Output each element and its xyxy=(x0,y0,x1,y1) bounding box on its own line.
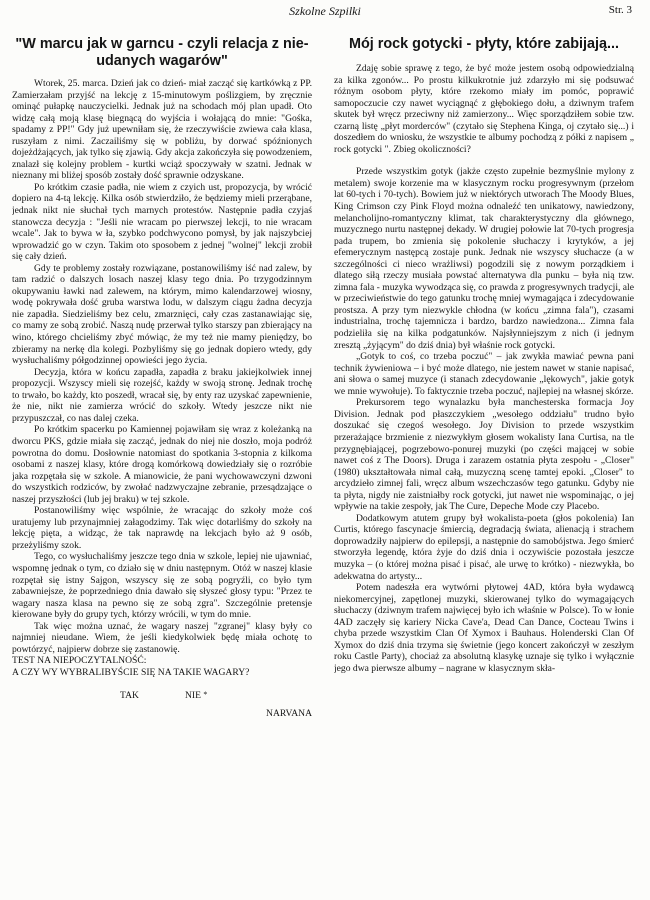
right-paragraph-6: Potem nadeszła era wytwórni płytowej 4AD, która była wydawcą niekomercyjnej, zapętlonej muzyki, skierowanej tylko do wymagających słuchaczy (dziwnym trafem najwięcej było ich właśnie w Polsce). To w łonie 4AD zaczęły się kariery Nicka Cave'a, Dead Can Dance, Cocteau Twins i chyba przede wszystkim Clan Of Xymox i Bauhaus. Holenderski Clan Of Xymox do dziś dnia trzyma się świetnie (jego koncert zakończył w zeszłym roku Castle Party), chociaż za absolutną klasykę uznaje się tylko i wyłącznie jego dwa pierwsze albumy – nagrane w klasycznym skła- xyxy=(334,582,634,674)
answer-no: NIE xyxy=(185,690,201,702)
left-paragraph-7: Tego, co wysłuchaliśmy jeszcze tego dnia w szkole, lepiej nie ujawniać, wspomnę jednak o tym, co działo się w dniu następnym. Otóż w naszej klasie rozpętał się istny Sajgon, wszyscy się ze sobą pogryźli, co było tym zabawniejsze, że poprzedniego dnia dawało się słyszeć głosy typu: "Przez te wagary nasza klasa na pewno się ze sobą zgra". Szczególnie pretensje kierowane były do grupy tych, którzy wrócili, w tym do mnie. xyxy=(12,551,312,621)
publication-title: Szkolne Szpilki xyxy=(289,4,361,18)
paragraph-gap xyxy=(334,155,634,166)
left-paragraph-5: Po krótkim spacerku po Kamiennej pojawiłam się wraz z koleżanką na dworcu PKS, gdzie miała się zacząć, jednak do niej nie doszło, moja podróż powrotna do domu. Dosłownie natomiast do spotkania 3-stopnia z kilkoma osobami z naszej klasy, które drogą komórkową dowiedziały się o rozróbie jaka rozpętała się w szkole. A mianowicie, że pani wychowawczyni dzwoni do wszystkich rodziców, by zwołać nadzwyczajne zebranie, przesądzające o naszej przyszłości (lub jej braku) w tej szkole. xyxy=(12,424,312,505)
answer-mark: * xyxy=(203,690,208,700)
left-article xyxy=(12,36,312,896)
left-paragraph-4: Decyzja, która w końcu zapadła, zapadła z braku jakiejkolwiek innej propozycji. Wszyscy mieli się rozejść, każdy w swoją stronę. Jednak trochę to trwało, bo każdy, kto poszedł, wracał się, by enty raz uzyskać zapewnienie, że nie, nikt nie zamierza wrócić do szkoły. Wtedy jeszcze nikt nie przypuszczał, co nas dalej czeka. xyxy=(12,366,312,424)
author-signature: NARVANA xyxy=(266,708,312,720)
page-header xyxy=(0,4,650,24)
left-article-title: "W marcu jak w garncu - czyli relacja z nie-udanych wagarów" xyxy=(15,36,309,69)
left-paragraph-8: Tak więc można uznać, że wagary naszej "zgranej" klasy były co najmniej nieudane. Wiem, że jeśli kiedykolwiek będę miała ochotę to powtórzyć, najpierw dobrze się zastanowię. xyxy=(12,620,312,655)
right-article-title: Mój rock gotycki - płyty, które zabijają... xyxy=(348,36,620,52)
answer-yes: TAK xyxy=(120,690,139,702)
left-paragraph-3: Gdy te problemy zostały rozwiązane, postanowiliśmy iść nad zalew, by tam radzić o dalszych losach naszej klasy tego dnia. Po trzygodzinnym okupywaniu ławki nad zalewem, na którym, mimo kalendarzowej wiosny, wodę pokrywała dość gruba warstwa lodu, w dalszym ciągu żadna decyzja nie zapadła. Siedzieliśmy bez celu, zmarznięci, cały czas zastanawiając się, co mamy ze sobą zrobić. Naszą nudę przerwał tylko starszy pan zbierający na wino, którego chcieliśmy zbyć mówiąc, że my też nie mamy pieniędzy, bo zbieramy na nerkę dla kolegi. Pozbyliśmy się go jednak dopiero wtedy, gdy wysłuchaliśmy półgodzinnej opowieści jego życia. xyxy=(12,262,312,367)
right-paragraph-3: „Gotyk to coś, co trzeba poczuć" – jak zwykła mawiać pewna pani technik żywieniowa – i być może dlatego, nie jestem nawet w stanie napisać, ani słowa o samej muzyce (i stanach zdecydowanie „lękowych", jakie gotyk we mnie wywołuje). To faktycznie trzeba poczuć, najlepiej na własnej skórze. xyxy=(334,351,634,397)
right-paragraph-4: Prekursorem tego wynalazku była manchesterska formacja Joy Division. Jednak pod płaszczykiem „wesołego oddziału" trudno było doszukać się czegoś wesołego. Joy Division to przede wszystkim przerażające brzmienie z niezwykłym głosem wokalisty Iana Curtisa, na tle przygnębiającej, pogrzebowo-ponurej muzyki (po części mającej w sobie nawet coś z The Doors). Druga i zarazem ostatnia płyta zespołu - „Closer" (1980) ukształtowała nimal całą, muzyczną scenę tamtej epoki. „Closer" to arcydzieło zimnej fali, wręcz album wszechczasów tego gatunku. Gdyby nie ta płyta, nigdy nie zaistniałby rock gotycki, jut nawet nie wspominając, o jej wpływie na takie zespoły, jak The Cure, Depeche Mode czy Placebo. xyxy=(334,397,634,513)
survey-answers xyxy=(12,678,312,708)
left-paragraph-1: Wtorek, 25. marca. Dzień jak co dzień- miał zacząć się kartkówką z PP. Zamierzałam przyjść na lekcję z 15-minutowym poślizgiem, by zręcznie ominąć pułapkę nauczycielki. Jednak już na schodach mój plan upadł. Oto widzę całą moją klasę biegnącą do wyjścia i wołającą do mnie: "Gośka, spadamy z PP!" Gdy już upewniłam się, że rzeczywiście zwiewa cała klasa, ruszyłam z nimi. Zaczailiśmy się w pobliżu, by dorwać spóźnionych dojeżdżających, jak tylko się zjawią. Gdy akcja zakończyła się powodzeniem, znalazł się kolejny problem - kurtki wciąż spoczywały w szatni. Jednak w nieznany mi bliżej sposób zostały dość sprawnie odzyskane. xyxy=(12,78,312,182)
answer-no-wrapper xyxy=(185,690,207,701)
right-paragraph-5: Dodatkowym atutem grupy był wokalista-poeta (głos pokolenia) Ian Curtis, którego fascynacje śmiercią, degradacją świata, alienacją i strachem doprowadziły najpierw do epilepsji, a następnie do samobójstwa. Jego śmierć stworzyła legendę, która żyje do dziś dnia i oczywiście pozostała jeszcze muzyka – (o której można pisać i pisać, ale urwę to krótko) - niezwykła, bo adekwatna do artysty... xyxy=(334,512,634,582)
left-paragraph-6: Postanowiliśmy więc wspólnie, że wracając do szkoły może coś uratujemy lub przynajmniej załagodzimy. Tak więc dotarliśmy do szkoły na lekcję pięta, a widząc, że tak naprawdę na lekcjach było aż 9 osób, przeżyliśmy szok. xyxy=(12,505,312,551)
survey-question: A CZY WY WYBRALIBYŚCIE SIĘ NA TAKIE WAGARY? xyxy=(12,666,250,678)
survey-label: TEST NA NIEPOCZYTALNOŚĆ: xyxy=(12,655,147,667)
left-paragraph-2: Po krótkim czasie padła, nie wiem z czyich ust, propozycja, by wrócić dopiero na 4-tą lekcję. Kilka osób stwierdziło, że będziemy mieli przerąbane, jednak nikt nie słuchał tych marnych protestów. Następnie padła czyjaś stanowcza decyzja : "Jeśli nie wracam po pierwszej lekcji, to nie wracam wcale". Jak to bywa w ła, szybko podchwycono pomysł, by jak najszybciej wprowadzić go w czyn. Takim oto sposobem z jednej "wolnej" lekcji zrobił się cały dzień. xyxy=(12,181,312,263)
right-paragraph-1: Zdaję sobie sprawę z tego, że być może jestem osobą odpowiedzialną za kilka zgonów... Po prostu kilkukrotnie już zdarzyło mi się podsuwać różnym osobom płyty, które rzekomo miały im pomóc, poprawić samopoczucie czy nawet wyciągnąć z głębokiego dołu, a dziwnym trafem skutek był wręcz przeciwny niż zamierzony... Więc sporządziłem sobie tzw. czarną listę „płyt morderców" (czytało się Stephena Kinga, oj czytało się...) i doszedłem do wniosku, że wszystkie te albumy pochodzą z półki z napisem „ rock gotycki ". Zbieg okoliczności? xyxy=(334,63,634,155)
page-number: Str. 3 xyxy=(608,4,632,16)
right-article xyxy=(334,36,634,896)
right-paragraph-2: Przede wszystkim gotyk (jakże często zupełnie bezmyślnie mylony z metalem) swoje korzenie ma w klasycznym rocku progresywnym (przełom lat 60-tych i 70-tych). Bowiem już w niektórych utworach The Moody Blues, King Crimson czy Pink Floyd można odnaleźć ten unikatowy, nawiedzony, melancholijno-romantyczny klimat, tak charakterystyczny dla głównego, muzycznego nurtu następnej dekady. W drugiej połowie lat 70-tych progresja pada trupem, bo zmienia się pokolenie słuchaczy i krytyków, a jej efemerycznym następcą zostaje punk. Jednak nie wszyscy słuchacze (a w szczególności ci nieco wrażliwsi) pogodzili się z nowym porządkiem i dlatego siłą rzeczy musiała powstać alternatywa dla punku – była nią tzw. zimna fala - muzyka wywodząca się, co prawda z progresywnych tradycji, ale w przeciwieństwie do tego gatunku trochę mniej wymagająca i zdecydowanie prostsza. A przy tym niezwykle chłodna (w końcu „zimna fala"), czasami industrialna, trochę tajemnicza i bardzo, bardzo nawiedzona... Zimna fala podzieliła się na kilka podgatunków. Najsłynniejszym z nich (i jednym zresztą „żyjącym" do dziś dnia) był właśnie rock gotycki. xyxy=(334,166,634,351)
